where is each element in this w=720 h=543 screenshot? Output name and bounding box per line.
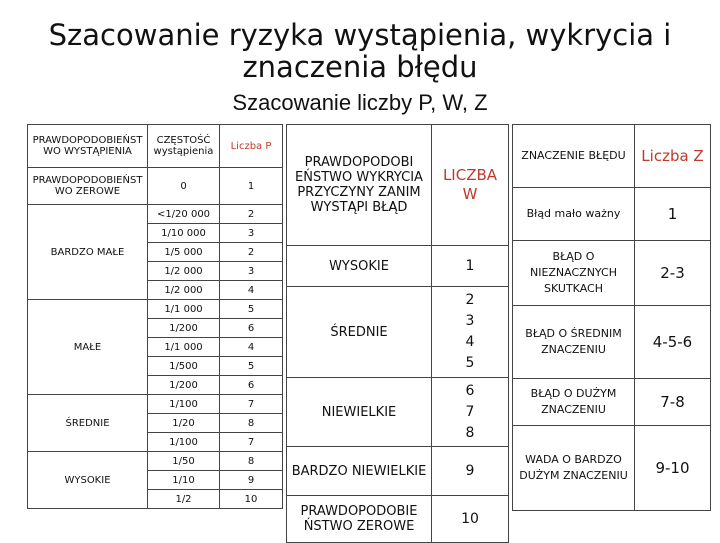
page-title-line1: Szacowanie ryzyka wystąpienia, wykrycia i <box>48 18 672 52</box>
w-value: 6 <box>465 382 475 399</box>
w-value-cell: 1 <box>432 246 509 287</box>
p-value-cell: 5 <box>220 300 283 319</box>
p-value-cell: 7 <box>220 433 283 452</box>
w-label-cell: ŚREDNIE <box>287 287 432 378</box>
header-liczba-p: Liczba P <box>220 125 283 168</box>
w-value-cell <box>432 378 509 447</box>
group-label: PRAWDOPODOBIEŃST WO ZEROWE <box>28 168 148 205</box>
frequency-cell: 1/1 000 <box>148 338 220 357</box>
p-value-cell: 1 <box>220 168 283 205</box>
group-label: MAŁE <box>28 300 148 395</box>
z-label-cell: BŁĄD O DUŻYM ZNACZENIU <box>513 379 635 426</box>
frequency-cell: 1/100 <box>148 395 220 414</box>
z-label-cell: Błąd mało ważny <box>513 188 635 241</box>
header-prawdopodobienstwo: PRAWDOPODOBIEŃST WO WYSTĄPIENIA <box>28 125 148 168</box>
frequency-cell: 1/5 000 <box>148 243 220 262</box>
page-title-line2: znaczenia błędu <box>242 50 478 84</box>
w-value: 8 <box>465 424 475 441</box>
p-value-cell: 4 <box>220 281 283 300</box>
header-czestosc: CZĘSTOŚĆ wystąpienia <box>148 125 220 168</box>
w-label-cell: NIEWIELKIE <box>287 378 432 447</box>
z-value-cell: 1 <box>635 188 711 241</box>
frequency-cell: 1/200 <box>148 376 220 395</box>
w-label-cell: BARDZO NIEWIELKIE <box>287 447 432 496</box>
w-value-cell <box>432 287 509 378</box>
w-label-cell: PRAWDOPODOBIE ŃSTWO ZEROWE <box>287 496 432 543</box>
page-subtitle: Szacowanie liczby P, W, Z <box>232 90 488 115</box>
frequency-cell: 1/1 000 <box>148 300 220 319</box>
frequency-cell: 1/200 <box>148 319 220 338</box>
z-value-cell: 7-8 <box>635 379 711 426</box>
z-label-cell: BŁĄD O NIEZNACZNYCH SKUTKACH <box>513 241 635 306</box>
frequency-cell: 1/2 000 <box>148 281 220 300</box>
w-value: 4 <box>465 334 475 350</box>
p-value-cell: 5 <box>220 357 283 376</box>
w-value-cell: 10 <box>432 496 509 543</box>
p-value-cell: 8 <box>220 452 283 471</box>
frequency-cell: 1/50 <box>148 452 220 471</box>
z-label-cell: WADA O BARDZO DUŻYM ZNACZENIU <box>513 426 635 511</box>
group-label: ŚREDNIE <box>28 395 148 452</box>
w-value: 5 <box>465 355 475 371</box>
frequency-cell: 1/500 <box>148 357 220 376</box>
p-value-cell: 8 <box>220 414 283 433</box>
group-label: WYSOKIE <box>28 452 148 509</box>
p-value-cell: 2 <box>220 243 283 262</box>
p-value-cell: 9 <box>220 471 283 490</box>
w-value: 3 <box>465 313 475 329</box>
z-value-cell: 9-10 <box>635 426 711 511</box>
p-value-cell: 6 <box>220 319 283 338</box>
w-label-cell: WYSOKIE <box>287 246 432 287</box>
p-value-cell: 2 <box>220 205 283 224</box>
frequency-cell: 1/10 000 <box>148 224 220 243</box>
frequency-cell: 1/2 000 <box>148 262 220 281</box>
z-label-cell: BŁĄD O ŚREDNIM ZNACZENIU <box>513 306 635 379</box>
z-value-cell: 2-3 <box>635 241 711 306</box>
frequency-cell: 1/2 <box>148 490 220 509</box>
p-value-cell: 3 <box>220 224 283 243</box>
table-w <box>286 124 509 543</box>
p-value-cell: 3 <box>220 262 283 281</box>
header-liczba-z: Liczba Z <box>635 125 711 188</box>
w-value: 7 <box>465 403 475 420</box>
frequency-cell: 1/20 <box>148 414 220 433</box>
p-value-cell: 10 <box>220 490 283 509</box>
w-value-cell: 9 <box>432 447 509 496</box>
w-value: 2 <box>465 292 475 308</box>
z-value-cell: 4-5-6 <box>635 306 711 379</box>
p-value-cell: 4 <box>220 338 283 357</box>
group-label: BARDZO MAŁE <box>28 205 148 300</box>
frequency-cell: <1/20 000 <box>148 205 220 224</box>
p-value-cell: 6 <box>220 376 283 395</box>
frequency-cell: 1/10 <box>148 471 220 490</box>
frequency-cell: 1/100 <box>148 433 220 452</box>
header-liczba-w: LICZBA W <box>432 125 509 246</box>
header-wykrycie: PRAWDOPODOBI EŃSTWO WYKRYCIA PRZYCZYNY ZANIM WYSTĄPI BŁĄD <box>287 125 432 246</box>
p-value-cell: 7 <box>220 395 283 414</box>
header-znaczenie: ZNACZENIE BŁĘDU <box>513 125 635 188</box>
frequency-cell: 0 <box>148 168 220 205</box>
table-z <box>512 124 711 511</box>
table-p <box>27 124 283 509</box>
